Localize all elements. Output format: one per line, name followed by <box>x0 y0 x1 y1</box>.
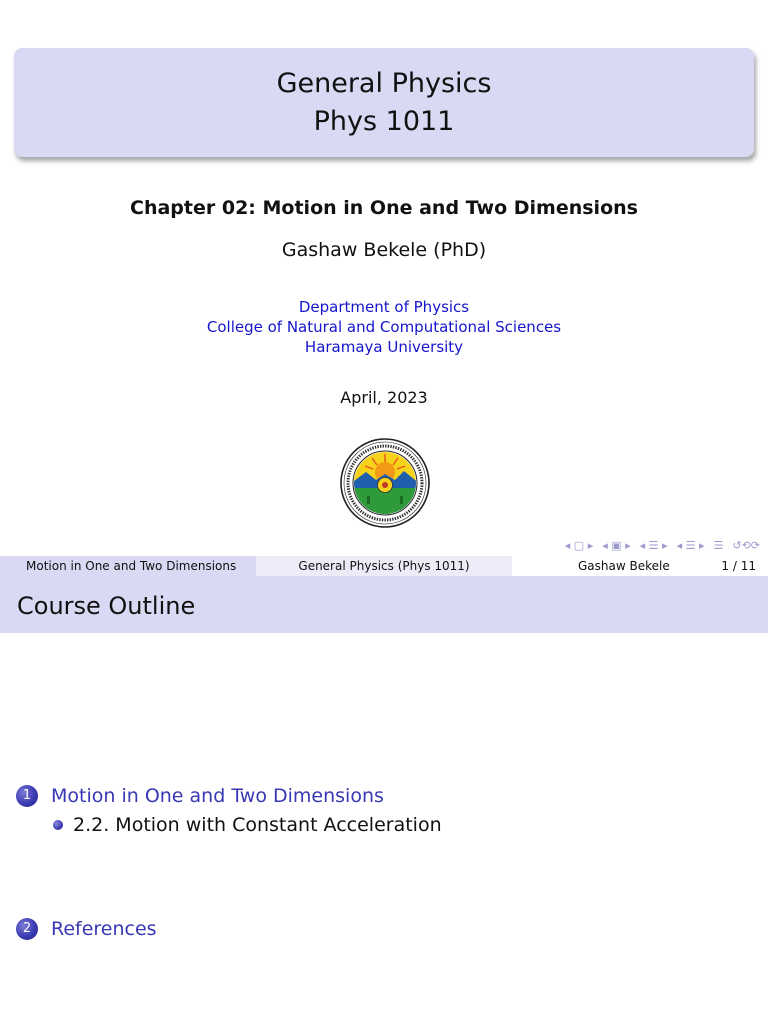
nav-subsection-icon[interactable]: ◂ ▣ ▸ <box>602 538 631 552</box>
subtitle: Chapter 02: Motion in One and Two Dimensions <box>130 197 638 219</box>
section-label-2[interactable]: References <box>51 918 157 940</box>
haramaya-university-seal-icon <box>340 436 430 530</box>
nav-appendix-icon[interactable]: ☰ <box>713 538 724 552</box>
title-box <box>14 48 754 157</box>
outline-slide <box>0 576 768 1024</box>
footer-short-title: Motion in One and Two Dimensions <box>0 556 256 576</box>
footer <box>0 556 768 576</box>
subsection-label-1-1[interactable]: 2.2. Motion with Constant Acceleration <box>73 814 442 836</box>
author: Gashaw Bekele (PhD) <box>281 239 487 261</box>
footer-author: Gashaw Bekele <box>578 559 670 573</box>
nav-frame-icon[interactable]: ◂ ▢ ▸ <box>564 538 594 552</box>
section-number-2: 2 <box>16 918 38 940</box>
frame-title: Course Outline <box>0 576 768 633</box>
outline-section-1[interactable] <box>16 785 384 807</box>
title-line-1: General Physics <box>276 67 492 99</box>
date: April, 2023 <box>340 388 428 407</box>
nav-section-icon[interactable]: ◂ ☰ ▸ <box>639 538 668 552</box>
institute <box>0 297 768 357</box>
institute-university: Haramaya University <box>304 338 464 356</box>
footer-page-number: 1 / 11 <box>721 559 756 573</box>
outline-subsection-1-1[interactable] <box>53 814 442 836</box>
institute-department: Department of Physics <box>298 298 470 316</box>
institute-college: College of Natural and Computational Sciences <box>206 318 562 336</box>
section-number-1: 1 <box>16 785 38 807</box>
bullet-icon <box>53 820 63 830</box>
title-line-2: Phys 1011 <box>313 105 455 137</box>
nav-section-icon-2[interactable]: ◂ ☰ ▸ <box>676 538 705 552</box>
beamer-navigation <box>565 538 760 552</box>
section-label-1[interactable]: Motion in One and Two Dimensions <box>51 785 384 807</box>
nav-search-icon[interactable]: ↺⟲⟳ <box>732 538 760 552</box>
outline-section-2[interactable] <box>16 918 157 940</box>
footer-course: General Physics (Phys 1011) <box>256 556 512 576</box>
footer-right <box>512 556 768 576</box>
